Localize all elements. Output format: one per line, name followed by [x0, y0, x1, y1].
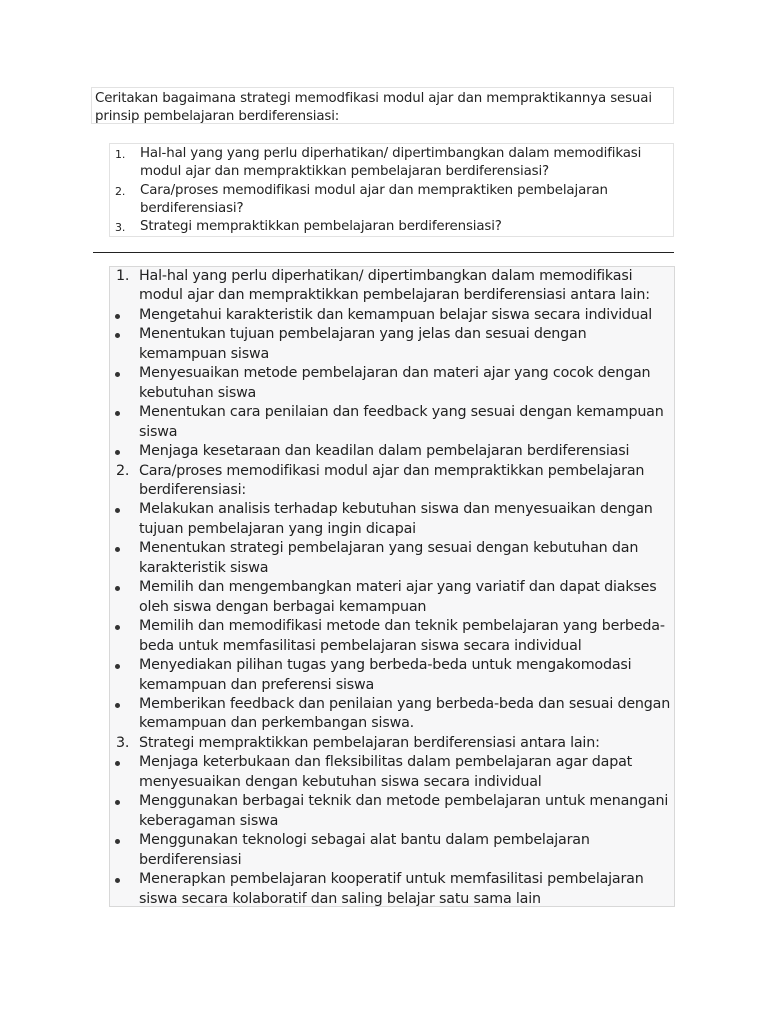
answer-section-number: 1.	[116, 268, 130, 284]
answer-bullet-item	[110, 306, 674, 325]
divider-line	[93, 252, 674, 253]
bullet-icon	[115, 314, 120, 319]
answer-text: Cara/proses memodifikasi modul ajar dan mempraktikkan pembelajaran berdiferensiasi:	[139, 462, 645, 498]
bullet-icon	[115, 450, 120, 455]
answer-section-number: 2.	[116, 462, 130, 479]
question-text: Strategi mempraktikkan pembelajaran berdiferensiasi?	[140, 219, 502, 235]
question-item	[110, 218, 673, 236]
answer-section-heading	[110, 462, 674, 501]
question-number: 1.	[115, 148, 126, 161]
answer-text: Hal-hal yang perlu diperhatikan/ dipertimbangkan dalam memodifikasi modul ajar dan mempraktikkan pembelajaran berdiferensiasi antara lain:	[139, 268, 650, 304]
answer-text: Menentukan strategi pembelajaran yang sesuai dengan kebutuhan dan karakteristik siswa	[139, 540, 639, 576]
question-number: 2.	[115, 184, 126, 198]
answer-bullet-item	[110, 539, 674, 578]
answer-box	[109, 266, 675, 907]
answer-text: Melakukan analisis terhadap kebutuhan siswa dan menyesuaikan dengan tujuan pembelajaran yang ingin dicapai	[139, 501, 653, 537]
bullet-icon	[115, 372, 120, 377]
answer-text: Menentukan cara penilaian dan feedback yang sesuai dengan kemampuan siswa	[139, 404, 664, 440]
answer-text: Menerapkan pembelajaran kooperatif untuk memfasilitasi pembelajaran siswa secara kolaboratif dan saling belajar satu sama lain	[139, 871, 644, 907]
answer-bullet-item	[110, 442, 674, 461]
bullet-icon	[115, 800, 120, 805]
answer-bullet-item	[110, 792, 674, 831]
question-text: Hal-hal yang yang perlu diperhatikan/ dipertimbangkan dalam memodifikasi modul ajar dan mempraktikkan pembelajaran berdiferensiasi?	[140, 146, 642, 180]
bullet-icon	[115, 508, 120, 513]
bullet-icon	[115, 547, 120, 552]
bullet-icon	[115, 586, 120, 591]
answer-bullet-item	[110, 617, 674, 656]
answer-text: Mengetahui karakteristik dan kemampuan belajar siswa secara individual	[139, 306, 653, 323]
answer-text: Memilih dan mengembangkan materi ajar yang variatif dan dapat diakses oleh siswa dengan berbagai kemampuan	[139, 579, 657, 615]
answer-bullet-item	[110, 325, 674, 364]
answer-bullet-item	[110, 578, 674, 617]
answer-section-number: 3.	[116, 734, 130, 751]
bullet-icon	[115, 664, 120, 669]
answer-bullet-item	[110, 403, 674, 442]
answer-text: Menyediakan pilihan tugas yang berbeda-beda untuk mengakomodasi kemampuan dan preferensi siswa	[139, 657, 632, 693]
question-item	[110, 182, 673, 219]
question-item	[110, 145, 673, 182]
prompt-text: Ceritakan bagaimana strategi memodfikasi modul ajar dan mempraktikannya sesuai prinsip pembelajaran berdiferensiasi:	[95, 91, 652, 124]
question-text: Cara/proses memodifikasi modul ajar dan mempraktiken pembelajaran berdiferensiasi?	[140, 182, 608, 216]
question-number: 3.	[115, 221, 126, 235]
answer-bullet-item	[110, 695, 674, 734]
bullet-icon	[115, 333, 120, 338]
bullet-icon	[115, 703, 120, 708]
answer-text: Menggunakan berbagai teknik dan metode pembelajaran untuk menangani keberagaman siswa	[139, 793, 669, 829]
answer-bullet-item	[110, 364, 674, 403]
bullet-icon	[115, 839, 120, 844]
answer-text: Memberikan feedback dan penilaian yang berbeda-beda dan sesuai dengan kemampuan dan perkembangan siswa.	[139, 695, 671, 732]
answer-text: Menentukan tujuan pembelajaran yang jelas dan sesuai dengan kemampuan siswa	[139, 326, 587, 362]
answer-text: Menjaga kesetaraan dan keadilan dalam pembelajaran berdiferensiasi	[139, 443, 630, 460]
answer-bullet-item	[110, 870, 674, 909]
answer-text: Menjaga keterbukaan dan fleksibilitas dalam pembelajaran agar dapat menyesuaikan dengan kebutuhan siswa secara individual	[139, 754, 633, 790]
answer-section-heading	[110, 267, 674, 306]
answer-text: Menyesuaikan metode pembelajaran dan materi ajar yang cocok dengan kebutuhan siswa	[139, 365, 651, 401]
answer-text: Memilih dan memodifikasi metode dan teknik pembelajaran yang berbeda-beda untuk memfasilitasi pembelajaran siswa secara individual	[139, 618, 665, 654]
bullet-icon	[115, 411, 120, 416]
bullet-icon	[115, 878, 120, 883]
answer-bullet-item	[110, 753, 674, 792]
bullet-icon	[115, 625, 120, 630]
bullet-icon	[115, 761, 120, 766]
answer-bullet-item	[110, 831, 674, 870]
questions-list	[109, 143, 674, 237]
answer-text: Menggunakan teknologi sebagai alat bantu dalam pembelajaran berdiferensiasi	[139, 832, 590, 868]
prompt-box	[91, 87, 674, 124]
answer-section-heading	[110, 734, 674, 753]
answer-bullet-item	[110, 656, 674, 695]
answer-text: Strategi mempraktikkan pembelajaran berdiferensiasi antara lain:	[139, 734, 600, 751]
answer-bullet-item	[110, 500, 674, 539]
